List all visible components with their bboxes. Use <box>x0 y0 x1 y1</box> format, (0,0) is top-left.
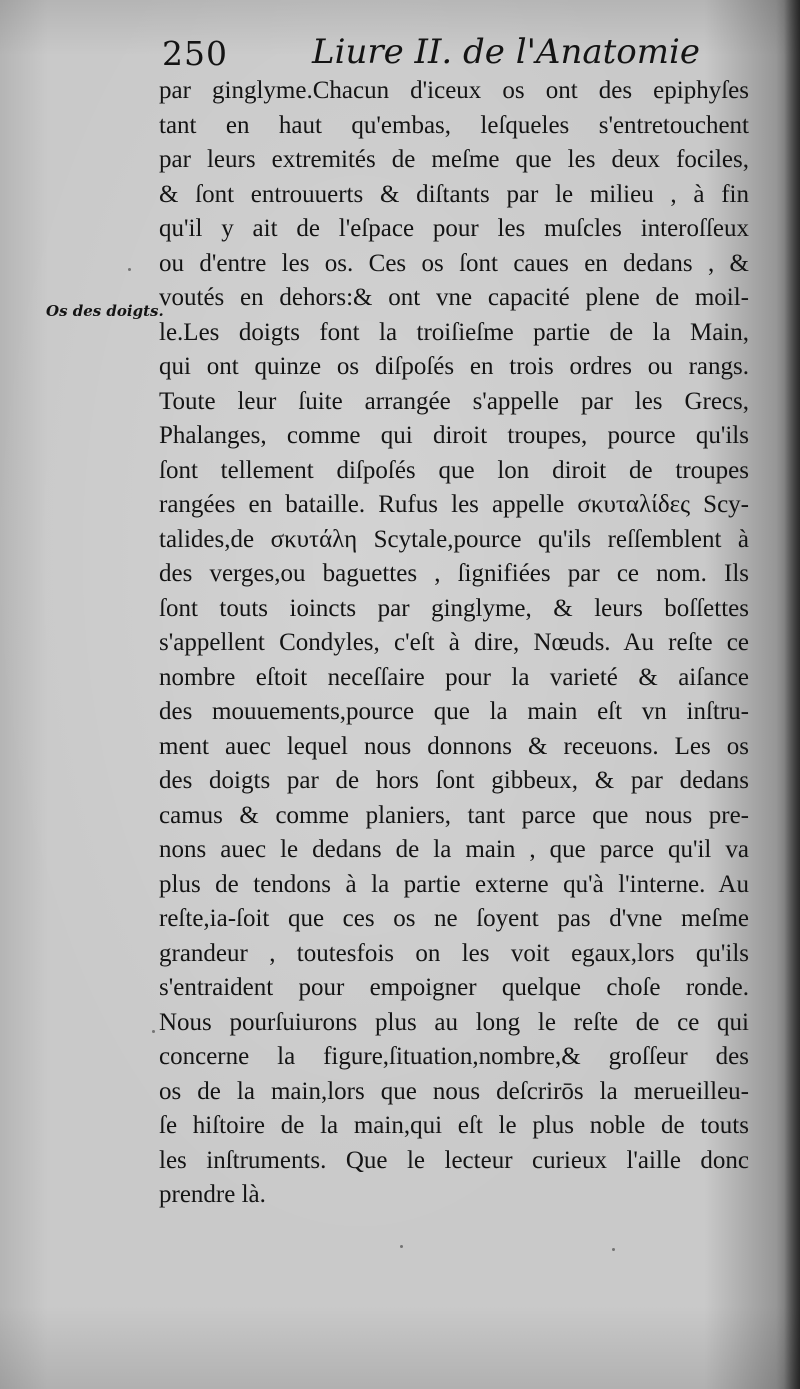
paper-speck <box>612 1248 615 1251</box>
text-line: voutés en dehors:& ont vne capacité plene de moil- <box>159 284 749 311</box>
text-line: Phalanges, comme qui diroit troupes, pource qu'ils <box>159 422 749 449</box>
text-line: ſe hiſtoire de la main,qui eſt le plus noble de touts <box>159 1112 749 1139</box>
text-line: nombre eſtoit neceſſaire pour la varieté & aiſance <box>159 663 749 691</box>
page-number: 250 <box>162 34 228 73</box>
text-line: reſte,ia-ſoit que ces os ne ſoyent pas d'vne meſme <box>159 905 749 932</box>
text-line: Toute leur ſuite arrangée s'appelle par les Grecs, <box>159 387 749 415</box>
text-line: prendre là. <box>159 1181 266 1208</box>
text-line: s'appellent Condyles, c'eſt à dire, Nœuds. Au reſte ce <box>159 629 749 656</box>
text-line: le.Les doigts font la troiſieſme partie de la Main, <box>159 318 749 346</box>
text-line: qui ont quinze os diſpoſés en trois ordres ou rangs. <box>159 353 749 380</box>
body-text <box>159 74 759 1213</box>
paper-speck <box>400 1245 403 1248</box>
margin-note: Os des doigts. <box>46 302 164 320</box>
text-line: s'entraident pour empoigner quelque choſe ronde. <box>159 974 749 1001</box>
text-line: ſont touts ioincts par ginglyme, & leurs boſſettes <box>159 594 749 622</box>
text-line: des mouuements,pource que la main eſt vn inſtru- <box>159 698 749 725</box>
text-line: des doigts par de hors ſont gibbeux, & par dedans <box>159 767 749 794</box>
text-line: qu'il y ait de l'eſpace pour les muſcles interoſſeux <box>159 215 749 242</box>
text-line: tant en haut qu'embas, leſqueles s'entretouchent <box>159 111 749 139</box>
paper-speck <box>152 1030 155 1033</box>
scan-edge-shadow <box>784 0 800 1389</box>
text-line: ou d'entre les os. Ces os ſont caues en dedans , & <box>159 249 749 277</box>
text-line: nons auec le dedans de la main , que parce qu'il va <box>159 836 749 863</box>
text-line: Nous pourſuiurons plus au long le reſte de ce qui <box>159 1008 749 1036</box>
text-line: camus & comme planiers, tant parce que nous pre- <box>159 801 749 829</box>
page-header <box>162 30 701 78</box>
text-line: les inſtruments. Que le lecteur curieux l'aille donc <box>159 1146 749 1174</box>
text-line: rangées en bataille. Rufus les appelle σκυταλίδες Scy- <box>159 491 749 518</box>
text-line: plus de tendons à la partie externe qu'à l'interne. Au <box>159 870 749 898</box>
text-line: ſont tellement diſpoſés que lon diroit de troupes <box>159 456 749 484</box>
running-head: Liure II. de l'Anatomie <box>312 32 701 72</box>
text-line: talides,de σκυτάλη Scytale,pource qu'ils reſſemblent à <box>159 525 749 553</box>
text-line: concerne la figure,ſituation,nombre,& groſſeur des <box>159 1043 749 1070</box>
text-line: par ginglyme.Chacun d'iceux os ont des epiphyſes <box>159 77 749 104</box>
text-line: des verges,ou baguettes , ſignifiées par ce nom. Ils <box>159 560 749 587</box>
text-line: os de la main,lors que nous deſcrirōs la merueilleu- <box>159 1077 749 1105</box>
text-line: par leurs extremités de meſme que les deux fociles, <box>159 146 749 173</box>
text-line: & ſont entrouuerts & diſtants par le milieu , à fin <box>159 180 749 208</box>
paper-speck <box>128 268 131 271</box>
text-line: grandeur , toutesfois on les voit egaux,lors qu'ils <box>159 939 749 967</box>
text-line: ment auec lequel nous donnons & receuons. Les os <box>159 732 749 760</box>
